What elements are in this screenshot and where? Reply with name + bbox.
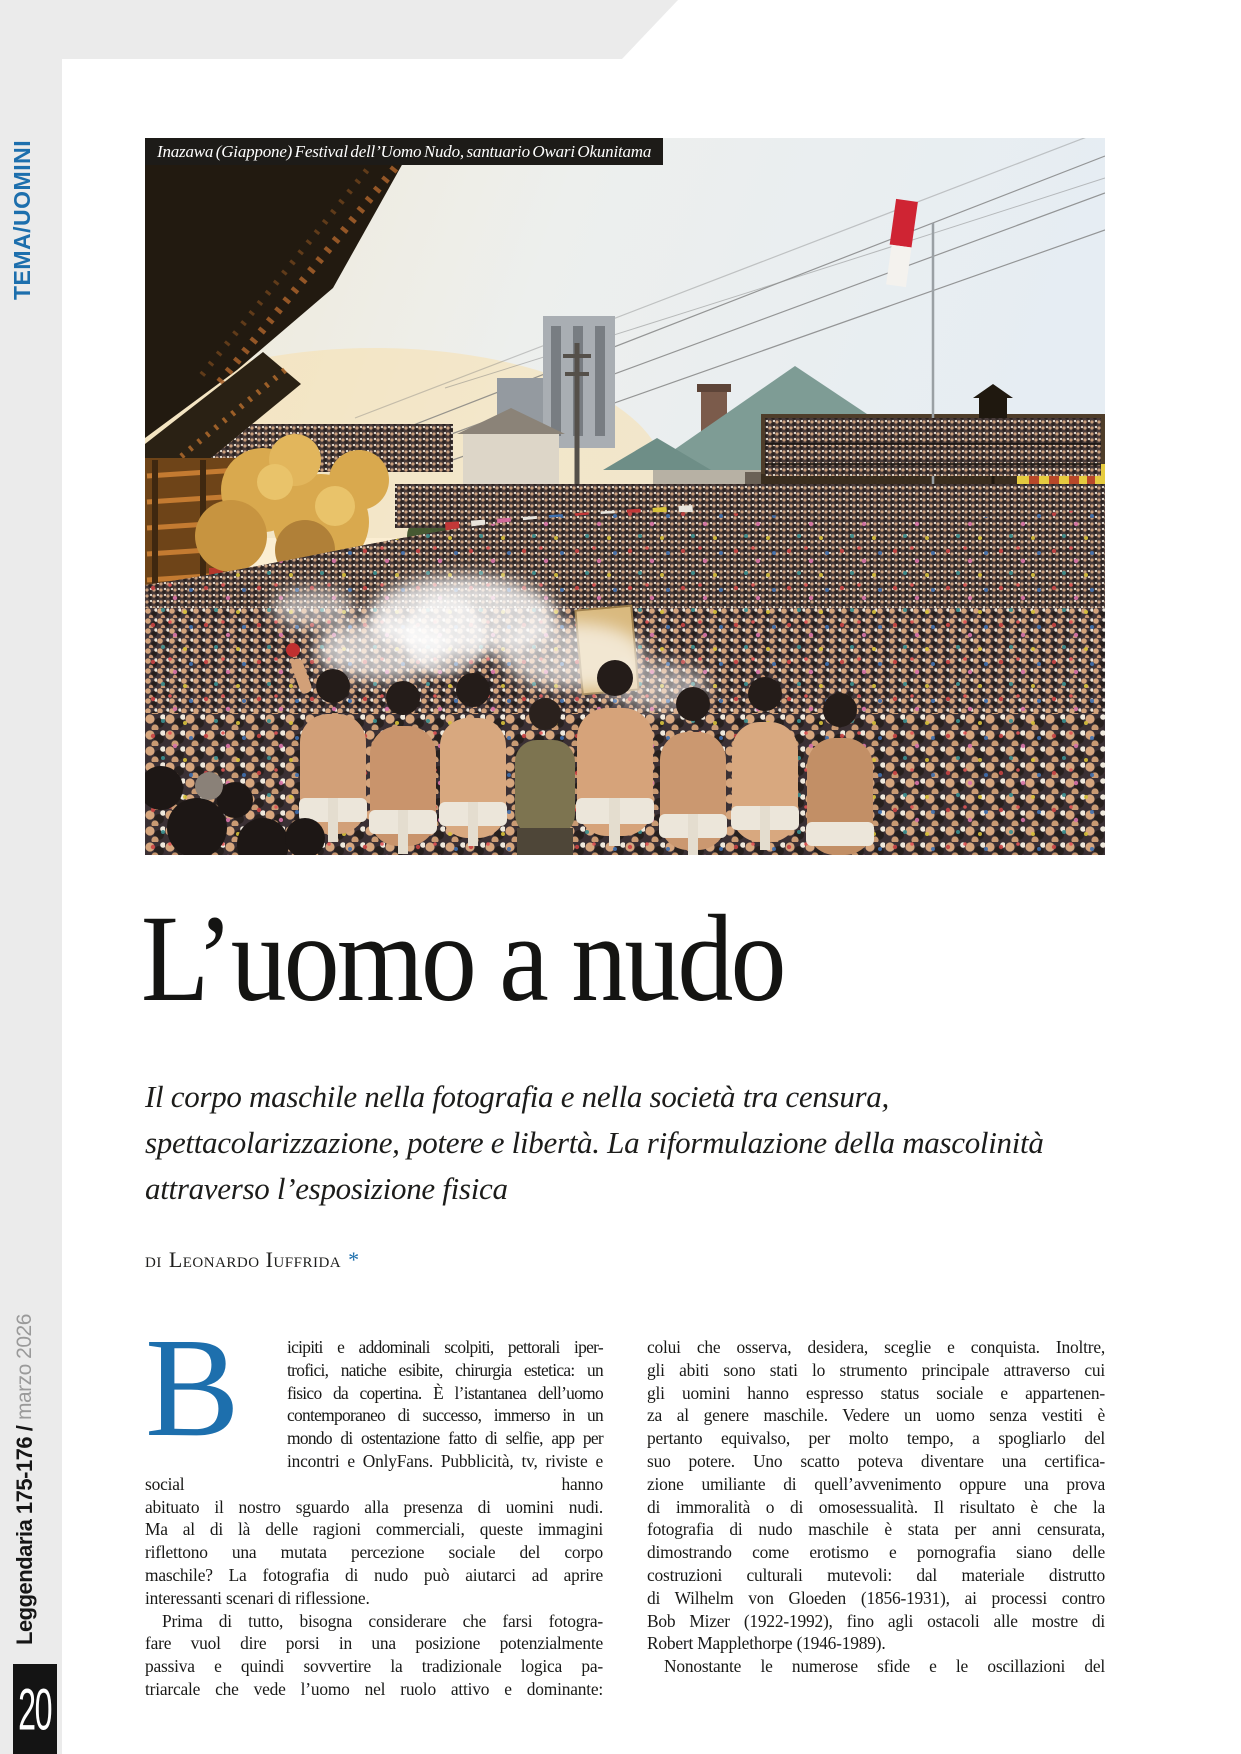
article-column-left [145, 1308, 603, 1701]
body-line: fisico da copertina. È l’istantanea dell’uomo [287, 1382, 603, 1403]
body-line: gli uomini hanno espresso status sociale e appartenen- [647, 1382, 1105, 1403]
article-title: L’uomo a nudo [141, 890, 784, 1027]
issue-label [14, 1280, 36, 1645]
article-column-right [647, 1336, 1105, 1678]
page-number: 20 [18, 1675, 52, 1743]
page-number-box [13, 1664, 57, 1754]
body-line: pertanto equivalso, per molto tempo, a spogliarlo del [647, 1428, 1105, 1449]
body-line: fotografia di nudo maschile è stata per anni censurata, [647, 1519, 1105, 1540]
column-right-lines [647, 1336, 1105, 1678]
body-line: zione umiliante di quell’avvenimento oppure una prova [647, 1473, 1105, 1494]
festival-photo [145, 138, 1105, 855]
body-line: icipiti e addominali scolpiti, pettorali iper- [287, 1337, 603, 1357]
body-line: Ma al di là delle ragioni commerciali, queste immagini [145, 1519, 603, 1540]
body-line: contemporaneo di successo, immerso in un [287, 1405, 603, 1426]
article-standfirst [145, 1074, 1075, 1212]
byline-footnote-mark: * [348, 1247, 360, 1272]
body-line: Nonostante le numerose sfide e le oscillazioni del [647, 1656, 1105, 1677]
body-line: trofici, natiche esibite, chirurgia estetica: un [287, 1359, 603, 1380]
body-line: interessanti scenari di riflessione. [145, 1587, 370, 1608]
byline-author: Leonardo Iuffrida [168, 1247, 342, 1272]
body-line: costruzioni culturali mutevoli: dal materiale distrutto [647, 1564, 1105, 1585]
drop-cap: B [145, 1308, 240, 1466]
section-label: TEMA/UOMINI [9, 139, 35, 300]
body-line: fare vuol dire porsi in una posizione potenzialmente [145, 1633, 603, 1654]
byline [145, 1247, 360, 1273]
body-line: Robert Mapplethorpe (1946-1989). [647, 1633, 886, 1654]
body-line: Prima di tutto, bisogna considerare che farsi fotogra- [145, 1610, 603, 1631]
body-line: dimostrando come erotismo e pornografia siano delle [647, 1542, 1105, 1563]
body-line: mondo di ostentazione fatto di selfie, app per [287, 1428, 603, 1449]
body-line: riflettono una mutata percezione sociale del corpo [145, 1542, 603, 1563]
body-line: Bob Mizer (1922-1992), fino agli ostacoli alle mostre di [647, 1610, 1105, 1631]
body-line: passiva e quindi sovvertire la tradizionale logica pa- [145, 1656, 603, 1677]
standfirst-line: Il corpo maschile nella fotografia e nella società tra censura, [145, 1079, 889, 1114]
top-corner-band [0, 0, 678, 59]
body-line: triarcale che vede l’uomo nel ruolo attivo e dominante: [145, 1678, 603, 1699]
photo-caption: Inazawa (Giappone) Festival dell’Uomo Nudo, santuario Owari Okunitama [145, 138, 663, 165]
body-line: suo potere. Uno scatto poteva diventare una certifica- [647, 1450, 1105, 1471]
body-line: di Wilhelm von Gloeden (1856-1931), ai processi contro [647, 1587, 1105, 1608]
byline-prefix: di [145, 1247, 162, 1272]
issue-label-main: Leggendaria 175-176 / [12, 1420, 37, 1645]
festival-photo-illustration [145, 138, 1105, 855]
body-line: colui che osserva, desidera, sceglie e conquista. Inoltre, [647, 1337, 1105, 1357]
body-line: abituato il nostro sguardo alla presenza di uomini nudi. [145, 1496, 603, 1517]
body-line: incontri e OnlyFans. Pubblicità, tv, riviste e social hanno [145, 1450, 603, 1494]
standfirst-line: spettacolarizzazione, potere e libertà. La riformulazione della mascolinità [145, 1125, 1044, 1160]
body-line: za al genere maschile. Vedere un uomo senza vestiti è [647, 1405, 1105, 1426]
body-line: maschile? La fotografia di nudo può aiutarci ad aprire [145, 1564, 603, 1585]
standfirst-line: attraverso l’esposizione fisica [145, 1171, 508, 1206]
body-line: di immoralità o di omosessualità. Il risultato è che la [647, 1496, 1105, 1517]
issue-label-date: marzo 2026 [13, 1314, 36, 1420]
body-line: gli abiti sono stati lo strumento principale attraverso cui [647, 1359, 1105, 1380]
